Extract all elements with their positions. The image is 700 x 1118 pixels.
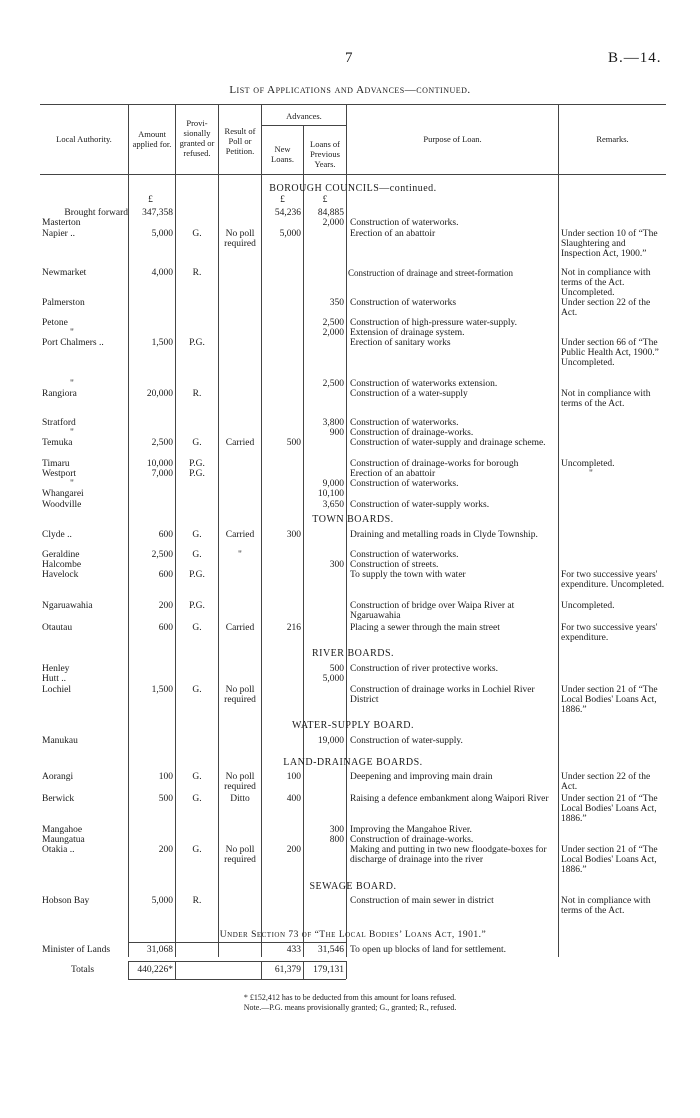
remarks-cell: Under section 21 of “The Local Bodies' Loans Act, 1886.”: [561, 794, 658, 824]
purpose-cell: Construction of drainage and street-formation: [348, 268, 513, 278]
purpose-cell: Construction of water-supply and drainage scheme.: [350, 438, 546, 448]
purpose-cell: Construction of bridge over Waipa River at Ngaruawahia: [350, 601, 515, 621]
amount-cell: 31,068: [146, 945, 173, 955]
provisional-cell: G.: [192, 623, 202, 633]
currency-symbol: £: [280, 195, 285, 205]
purpose-cell: Construction of drainage-works.: [350, 428, 474, 438]
result-cell: Carried: [225, 530, 255, 540]
remarks-cell: For two successive years' expenditure.: [561, 623, 658, 643]
amount-cell: 347,358: [142, 208, 173, 218]
new-loans-cell: 433: [286, 945, 301, 955]
table-row-authority: Westport: [42, 469, 77, 479]
table-row-authority: Manukau: [42, 736, 78, 746]
table-row-authority: Minister of Lands: [42, 945, 111, 955]
totals-previous-loans: 179,131: [313, 965, 344, 975]
footnote-deduction: * £152,412 has to be deducted from this amount for loans refused.: [243, 993, 457, 1002]
header-remarks: Remarks.: [596, 134, 629, 144]
provisional-cell: R.: [192, 389, 202, 399]
header-purpose: Purpose of Loan.: [423, 134, 482, 144]
previous-loans-cell: 3,800: [322, 418, 344, 428]
table-row-authority: Masterton: [42, 218, 81, 228]
page-number: 7: [345, 50, 353, 66]
previous-loans-cell: 19,000: [317, 736, 344, 746]
remarks-cell: Under section 22 of the Act.: [561, 772, 651, 792]
header-local-authority: Local Authority.: [56, 134, 112, 144]
section-heading-water: WATER-SUPPLY BOARD.: [291, 720, 415, 731]
table-row-authority: Aorangi: [42, 772, 74, 782]
document-id: B.—14.: [608, 50, 662, 66]
purpose-cell: Construction of drainage-works for borough: [350, 459, 519, 469]
result-cell: No poll required: [224, 685, 256, 705]
header-provisionally: Provi-sionally granted or refused.: [179, 118, 215, 158]
totals-label: Totals: [71, 965, 95, 975]
previous-loans-cell: 5,000: [322, 674, 344, 684]
purpose-cell: Deepening and improving main drain: [350, 772, 493, 782]
new-loans-cell: 500: [286, 438, 301, 448]
ditto-mark: ": [70, 328, 74, 338]
section-heading-river: RIVER BOARDS.: [311, 648, 395, 659]
amount-cell: 2,500: [151, 438, 173, 448]
amount-cell: 600: [158, 623, 173, 633]
amount-cell: 10,000: [146, 459, 173, 469]
result-cell: No poll required: [224, 772, 256, 792]
remarks-cell: Not in compliance with terms of the Act.: [561, 389, 651, 409]
result-cell: No poll required: [224, 229, 256, 249]
new-loans-cell: 100: [286, 772, 301, 782]
remarks-cell: For two successive years' expenditure. Uncompleted.: [561, 570, 665, 590]
table-row-authority: Havelock: [42, 570, 79, 580]
remarks-cell: Uncompleted.: [561, 601, 615, 611]
table-row-authority: Petone: [42, 318, 68, 328]
provisional-cell: P.G.: [189, 570, 205, 580]
previous-loans-cell: 31,546: [317, 945, 344, 955]
purpose-cell: Construction of waterworks.: [350, 550, 459, 560]
previous-loans-cell: 84,885: [317, 208, 344, 218]
table-row-authority: Newmarket: [42, 268, 87, 278]
ditto-mark: ": [70, 428, 74, 438]
provisional-cell: G.: [192, 438, 202, 448]
provisional-cell: G.: [192, 845, 202, 855]
table-row-authority: Ngaruawahia: [42, 601, 93, 611]
table-row-authority: Rangiora: [42, 389, 77, 399]
result-cell: No poll required: [224, 845, 256, 865]
table-row-authority: Hobson Bay: [42, 896, 90, 906]
section-heading-land: LAND-DRAINAGE BOARDS.: [283, 757, 423, 768]
previous-loans-cell: 350: [329, 298, 344, 308]
purpose-cell: Construction of water-supply works.: [350, 500, 490, 510]
table-row-authority: Henley: [42, 664, 70, 674]
provisional-cell: P.G.: [189, 469, 205, 479]
table-row-authority: Halcombe: [42, 560, 82, 570]
provisional-cell: P.G.: [189, 459, 205, 469]
new-loans-cell: 300: [286, 530, 301, 540]
table-row-authority: Berwick: [42, 794, 75, 804]
remarks-cell: Under section 66 of “The Public Health Act, 1900.” Uncompleted.: [561, 338, 659, 368]
amount-cell: 100: [158, 772, 173, 782]
provisional-cell: G.: [192, 530, 202, 540]
purpose-cell: Extension of drainage system.: [350, 328, 465, 338]
header-amount-applied: Amount applied for.: [132, 129, 172, 149]
provisional-cell: G.: [192, 550, 202, 560]
remarks-cell: Not in compliance with terms of the Act. Uncompleted.: [561, 268, 651, 298]
remarks-cell: Uncompleted.: [561, 459, 615, 469]
previous-loans-cell: 2,000: [322, 328, 344, 338]
table-row-authority: Clyde ..: [42, 530, 72, 540]
purpose-cell: Construction of a water-supply: [350, 389, 468, 399]
table-row-authority: Geraldine: [42, 550, 80, 560]
section-heading-section-73: Under Section 73 of “The Local Bodies’ Loans Act, 1901.”: [219, 930, 487, 940]
new-loans-cell: 200: [286, 845, 301, 855]
purpose-cell: Construction of waterworks extension.: [350, 379, 498, 389]
purpose-cell: Erection of an abattoir: [350, 229, 436, 239]
purpose-cell: Construction of high-pressure water-supply.: [350, 318, 517, 328]
table-row-authority: Palmerston: [42, 298, 85, 308]
table-row-authority: Mangahoe: [42, 825, 83, 835]
purpose-cell: To supply the town with water: [350, 570, 466, 580]
ditto-mark: ": [70, 379, 74, 389]
purpose-cell: Placing a sewer through the main street: [350, 623, 500, 633]
previous-loans-cell: 300: [329, 825, 344, 835]
currency-symbol: £: [322, 195, 328, 205]
table-row-authority: Brought forward: [64, 208, 128, 218]
new-loans-cell: 5,000: [279, 229, 301, 239]
purpose-cell: Construction of streets.: [350, 560, 439, 570]
purpose-cell: Construction of main sewer in district: [350, 896, 494, 906]
amount-cell: 200: [158, 601, 173, 611]
provisional-cell: G.: [192, 794, 202, 804]
table-row-authority: Hutt ..: [42, 674, 67, 684]
amount-cell: 20,000: [146, 389, 173, 399]
amount-cell: 1,500: [151, 685, 173, 695]
table-row-authority: Port Chalmers ..: [42, 338, 104, 348]
purpose-cell: Draining and metalling roads in Clyde Township.: [350, 530, 538, 540]
result-cell: Ditto: [230, 794, 250, 804]
amount-cell: 600: [158, 530, 173, 540]
currency-symbol: £: [148, 195, 153, 205]
purpose-cell: Improving the Mangahoe River.: [350, 825, 472, 835]
footnote-abbreviations: Note.—P.G. means provisionally granted; G., granted; R., refused.: [243, 1003, 457, 1012]
header-result-poll: Result of Poll or Petition.: [224, 126, 256, 156]
previous-loans-cell: 9,000: [322, 479, 344, 489]
header-new-loans: New Loans.: [271, 144, 294, 164]
table-row-authority: Otakia ..: [42, 845, 75, 855]
amount-cell: 5,000: [151, 896, 173, 906]
table-row-authority: Whangarei: [42, 489, 84, 499]
amount-cell: 5,000: [151, 229, 173, 239]
provisional-cell: G.: [192, 685, 202, 695]
previous-loans-cell: 300: [329, 560, 344, 570]
new-loans-cell: 216: [286, 623, 301, 633]
purpose-cell: Erection of sanitary works: [350, 338, 451, 348]
provisional-cell: G.: [192, 772, 202, 782]
purpose-cell: Construction of waterworks.: [350, 479, 459, 489]
previous-loans-cell: 10,100: [317, 489, 344, 499]
amount-cell: 600: [158, 570, 173, 580]
purpose-cell: To open up blocks of land for settlement.: [350, 945, 507, 955]
provisional-cell: G.: [192, 229, 202, 239]
table-row-authority: Maungatua: [42, 835, 85, 845]
amount-cell: 2,500: [151, 550, 173, 560]
previous-loans-cell: 3,650: [322, 500, 344, 510]
amount-cell: 4,000: [151, 268, 173, 278]
purpose-cell: Construction of drainage works in Lochiel River District: [350, 685, 535, 705]
new-loans-cell: 400: [286, 794, 301, 804]
previous-loans-cell: 2,500: [322, 318, 344, 328]
purpose-cell: Construction of waterworks.: [350, 218, 459, 228]
remarks-cell: Under section 21 of “The Local Bodies' Loans Act, 1886.”: [561, 685, 658, 715]
remarks-cell: Under section 22 of the Act.: [561, 298, 651, 318]
provisional-cell: P.G.: [189, 601, 205, 611]
section-heading-town: TOWN BOARDS.: [312, 514, 394, 525]
ditto-mark: ": [589, 469, 593, 479]
header-advances: Advances.: [286, 111, 322, 121]
previous-loans-cell: 2,000: [322, 218, 344, 228]
table-row-authority: Temuka: [42, 438, 73, 448]
previous-loans-cell: 2,500: [322, 379, 344, 389]
table-row-authority: Timaru: [42, 459, 70, 469]
amount-cell: 500: [158, 794, 173, 804]
table-row-authority: Otautau: [42, 623, 73, 633]
applications-table: [40, 104, 666, 957]
result-cell: Carried: [225, 438, 255, 448]
previous-loans-cell: 800: [329, 835, 344, 845]
previous-loans-cell: 900: [329, 428, 344, 438]
remarks-cell: Not in compliance with terms of the Act.: [561, 896, 651, 916]
section-heading-sewage: SEWAGE BOARD.: [309, 881, 397, 892]
remarks-cell: Under section 21 of “The Local Bodies' Loans Act, 1886.”: [561, 845, 658, 875]
provisional-cell: R.: [192, 896, 202, 906]
purpose-cell: Construction of drainage-works.: [350, 835, 474, 845]
new-loans-cell: 54,236: [274, 208, 301, 218]
amount-cell: 7,000: [151, 469, 173, 479]
amount-cell: 200: [158, 845, 173, 855]
amount-cell: 1,500: [151, 338, 173, 348]
totals-amount: 440,226*: [137, 965, 173, 975]
provisional-cell: R.: [192, 268, 202, 278]
purpose-cell: Construction of waterworks.: [350, 418, 459, 428]
purpose-cell: Construction of river protective works.: [350, 664, 499, 674]
purpose-cell: Construction of water-supply.: [350, 736, 463, 746]
table-row-authority: Stratford: [42, 418, 76, 428]
ditto-mark: ": [70, 479, 74, 489]
header-loans-previous: Loans of Previous Years.: [310, 139, 340, 169]
totals-new-loans: 61,379: [274, 965, 301, 975]
table-row-authority: Woodville: [42, 500, 82, 510]
provisional-cell: P.G.: [189, 338, 205, 348]
section-heading-borough: BOROUGH COUNCILS—continued.: [269, 183, 437, 194]
purpose-cell: Making and putting in two new floodgate-boxes for discharge of drainage into the river: [350, 845, 547, 865]
table-row-authority: Napier ..: [42, 229, 75, 239]
purpose-cell: Raising a defence embankment along Waipori River: [350, 794, 549, 804]
purpose-cell: Erection of an abattoir: [350, 469, 436, 479]
table-row-authority: Lochiel: [42, 685, 72, 695]
page-title: List of Applications and Advances—continued.: [229, 84, 471, 96]
purpose-cell: Construction of waterworks: [350, 298, 457, 308]
previous-loans-cell: 500: [329, 664, 344, 674]
remarks-cell: Under section 10 of “The Slaughtering and Inspection Act, 1900.”: [561, 229, 658, 259]
result-cell: ": [238, 550, 242, 560]
result-cell: Carried: [225, 623, 255, 633]
